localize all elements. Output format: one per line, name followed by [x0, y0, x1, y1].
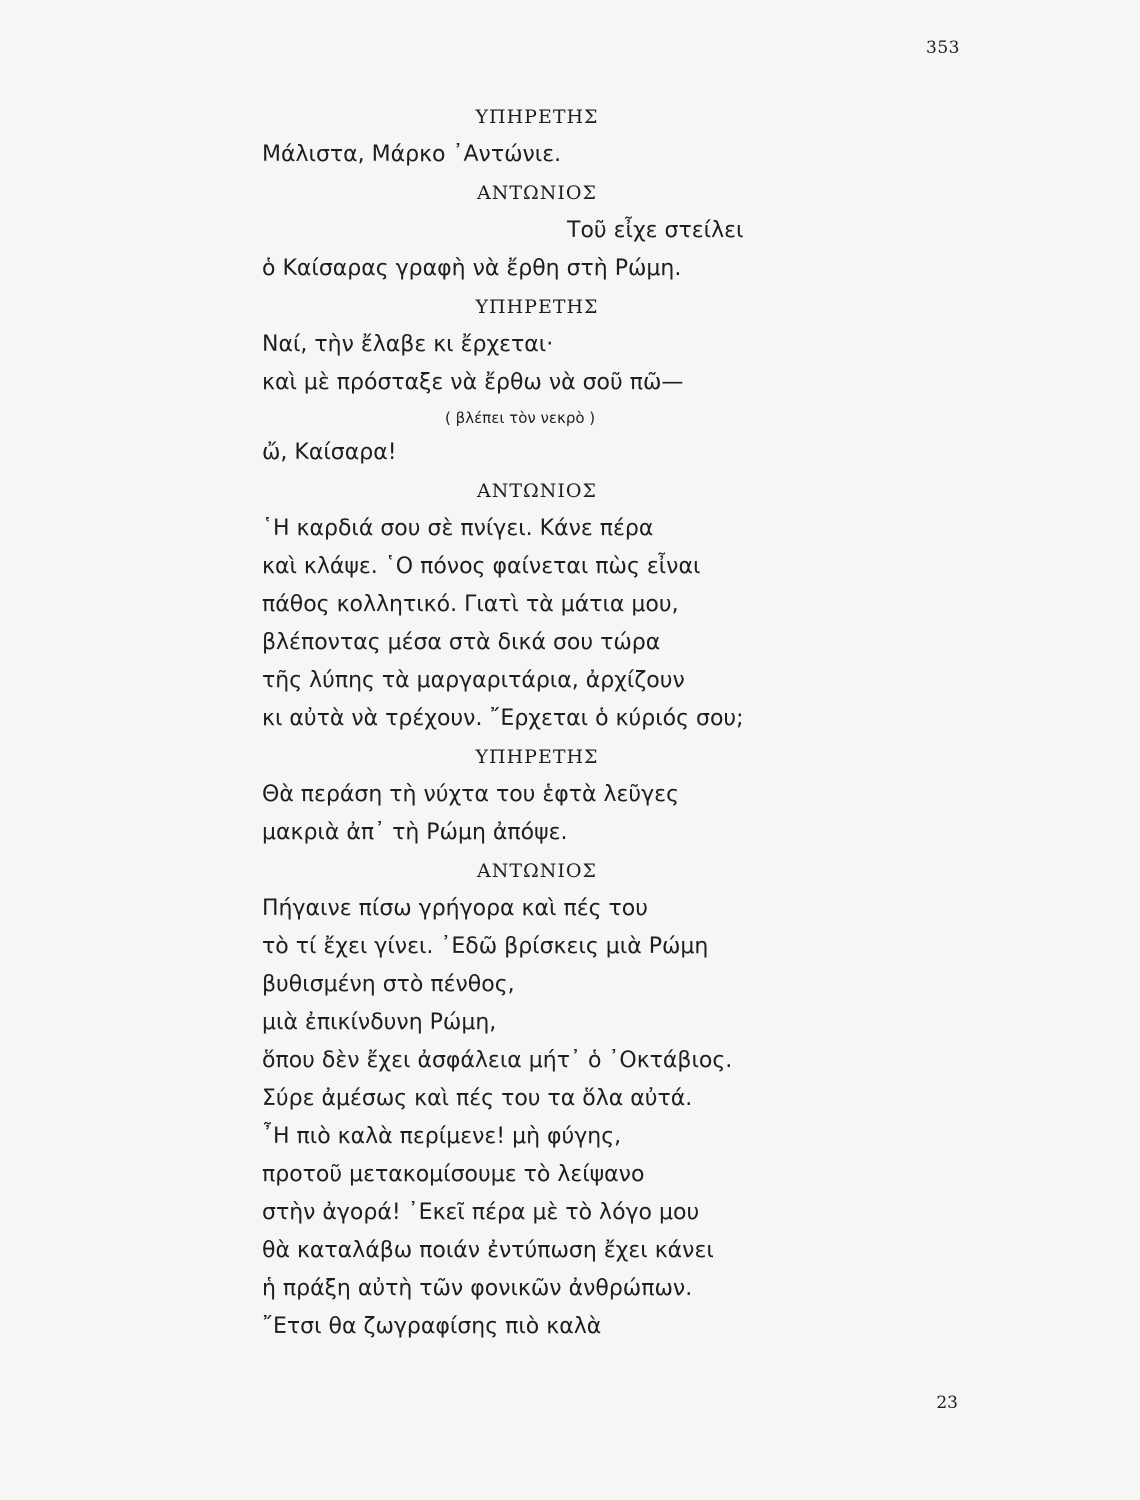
verse-line: Μάλιστα, Μάρκο ᾿Αντώνιε.	[262, 142, 562, 167]
play-text	[262, 98, 822, 1346]
verse-line: Θὰ περάση τὴ νύχτα του ἑφτὰ λεῦγες	[262, 782, 679, 807]
speaker-heading: ΥΠΗΡΕΤΗΣ	[475, 746, 599, 768]
verse-line: ὁ Καίσαρας γραφὴ νὰ ἔρθη στὴ Ρώμη.	[262, 256, 682, 281]
speaker-heading: ΑΝΤΩΝΙΟΣ	[477, 182, 597, 204]
speaker-heading: ΑΝΤΩΝΙΟΣ	[477, 860, 597, 882]
verse-line: ἡ πράξη αὐτὴ τῶν φονικῶν ἀνθρώπων.	[262, 1276, 693, 1301]
verse-line: κι αὐτὰ νὰ τρέχουν. ῎Ερχεται ὁ κύριός σου;	[262, 706, 744, 731]
verse-line: πάθος κολλητικό. Γιατὶ τὰ μάτια μου,	[262, 592, 679, 617]
stage-direction: ( βλέπει τὸν νεκρὸ )	[445, 409, 596, 427]
verse-line: Σύρε ἀμέσως καὶ πές του τα ὅλα αὐτά.	[262, 1086, 693, 1111]
verse-line: Ναί, τὴν ἔλαβε κι ἔρχεται·	[262, 332, 554, 357]
speaker-heading: ΥΠΗΡΕΤΗΣ	[475, 296, 599, 318]
verse-line: Τοῦ εἶχε στείλει	[567, 218, 744, 243]
verse-line: Πήγαινε πίσω γρήγορα καὶ πές του	[262, 896, 648, 921]
speaker-heading: ΥΠΗΡΕΤΗΣ	[475, 106, 599, 128]
verse-line: μακριὰ ἀπ᾿ τὴ Ρώμη ἀπόψε.	[262, 820, 568, 845]
verse-line: ὅπου δὲν ἔχει ἀσφάλεια μήτ᾿ ὁ ᾿Οκτάβιος.	[262, 1048, 733, 1073]
signature-mark: 23	[936, 1393, 958, 1413]
verse-line: βυθισμένη στὸ πένθος,	[262, 972, 515, 997]
verse-line: μιὰ ἐπικίνδυνη Ρώμη,	[262, 1010, 497, 1035]
verse-line: βλέποντας μέσα στὰ δικά σου τώρα	[262, 630, 661, 655]
verse-line: ὤ, Καίσαρα!	[262, 440, 397, 465]
verse-line: τῆς λύπης τὰ μαργαριτάρια, ἀρχίζουν	[262, 668, 685, 693]
verse-line: ῎Ετσι θα ζωγραφίσης πιὸ καλὰ	[262, 1314, 602, 1339]
verse-line: καὶ κλάψε. ῾Ο πόνος φαίνεται πὼς εἶναι	[262, 554, 701, 579]
verse-line: θὰ καταλάβω ποιάν ἐντύπωση ἔχει κάνει	[262, 1238, 714, 1263]
speaker-heading: ΑΝΤΩΝΙΟΣ	[477, 480, 597, 502]
verse-line: τὸ τί ἔχει γίνει. ᾿Εδῶ βρίσκεις μιὰ Ρώμη	[262, 934, 709, 959]
verse-line: ῏Η πιὸ καλὰ περίμενε! μὴ φύγης,	[262, 1124, 622, 1149]
verse-line: καὶ μὲ πρόσταξε νὰ ἔρθω νὰ σοῦ πῶ—	[262, 370, 684, 395]
verse-line: στὴν ἀγορά! ᾿Εκεῖ πέρα μὲ τὸ λόγο μου	[262, 1200, 700, 1225]
page-number: 353	[926, 38, 960, 58]
verse-line: προτοῦ μετακομίσουμε τὸ λείψανο	[262, 1162, 645, 1187]
verse-line: ῾Η καρδιά σου σὲ πνίγει. Κάνε πέρα	[262, 516, 654, 541]
